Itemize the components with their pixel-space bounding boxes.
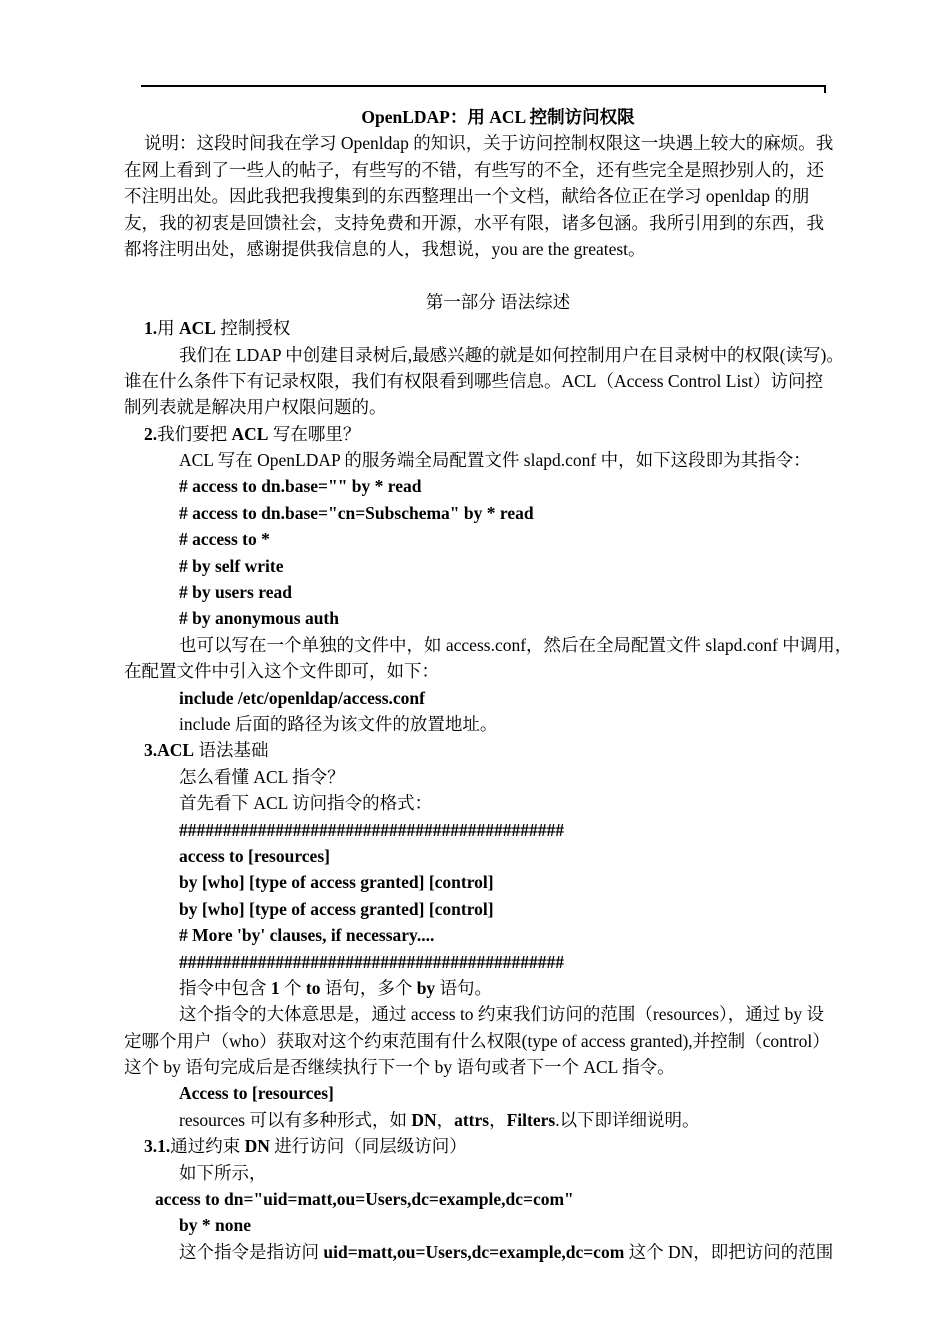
code-line <box>124 1080 830 1106</box>
code-line <box>124 949 830 975</box>
text: 指令中包含 <box>179 977 271 998</box>
text: ， <box>436 1109 455 1130</box>
text: 我们要把 <box>157 423 232 444</box>
paragraph-line <box>124 210 830 236</box>
text: ， <box>489 1109 507 1130</box>
paragraph-line <box>124 157 830 183</box>
text: .以下即详细说明。 <box>555 1109 700 1130</box>
paragraph-line <box>124 1160 830 1186</box>
text: 谁在什么条件下有记录权限，我们有权限看到哪些信息。ACL（Access Control List）访问控 <box>124 370 824 391</box>
paragraph-line <box>124 236 830 262</box>
paragraph-line <box>124 764 830 790</box>
bold-text: access to [resources] <box>179 845 330 866</box>
bold-text: uid=matt,ou=Users,dc=example,dc=com <box>323 1241 625 1262</box>
paragraph-line <box>124 183 830 209</box>
paragraph-line <box>124 1054 830 1080</box>
paragraph-line <box>124 1239 834 1265</box>
paragraph-line <box>124 632 853 658</box>
text: 第一部分 语法综述 <box>425 291 571 312</box>
doc-title <box>124 104 830 130</box>
paragraph-line <box>124 447 830 473</box>
paragraph-line <box>124 342 844 368</box>
bold-text: DN <box>244 1136 270 1157</box>
numbered-heading <box>124 737 830 763</box>
bold-text: ACL <box>179 318 216 339</box>
paragraph-line <box>124 658 830 684</box>
text: 用 <box>157 318 179 339</box>
code-line <box>124 605 830 631</box>
header-rule-tick <box>824 85 826 93</box>
text: 语句。 <box>435 977 493 998</box>
code-line <box>124 500 830 526</box>
text: 怎么看懂 ACL 指令？ <box>179 766 345 787</box>
text: 进行访问（同层级访问） <box>269 1136 467 1157</box>
bold-text: by [who] [type of access granted] [control] <box>179 898 494 919</box>
bold-text: DN <box>411 1109 437 1130</box>
text: 个 <box>279 977 306 998</box>
bold-text: ############################################ <box>179 951 564 972</box>
code-line <box>124 685 830 711</box>
text: 写在哪里？ <box>268 423 361 444</box>
code-line <box>124 817 830 843</box>
text: 控制授权 <box>215 318 291 339</box>
code-line <box>124 553 830 579</box>
text: 制列表就是解决用户权限问题的。 <box>124 397 387 418</box>
code-line <box>124 473 830 499</box>
paragraph-line <box>124 368 830 394</box>
text: 通过约束 <box>170 1136 245 1157</box>
text: include 后面的路径为该文件的放置地址。 <box>179 713 498 734</box>
text: 这个 DN，即把访问的范围 <box>624 1241 834 1262</box>
code-line <box>124 869 830 895</box>
paragraph-line <box>124 1107 830 1133</box>
bold-text: 3.ACL <box>144 740 195 761</box>
text: 不注明出处。因此我把我搜集到的东西整理出一个文档，献给各位正在学习 openldap 的朋 <box>124 186 810 207</box>
bold-text: # access to dn.base="" by * read <box>179 476 422 497</box>
code-line <box>124 843 830 869</box>
code-line <box>124 1212 830 1238</box>
text: 这个指令是指访问 <box>179 1241 324 1262</box>
blank-line <box>124 262 830 288</box>
bold-text: # by users read <box>179 582 292 603</box>
text: 语句，多个 <box>320 977 417 998</box>
bold-text: # by anonymous auth <box>179 608 339 629</box>
bold-text: access to dn="uid=matt,ou=Users,dc=example,dc=com" <box>155 1189 574 1210</box>
paragraph-line <box>124 975 830 1001</box>
document-content <box>124 104 853 1265</box>
bold-text: 2. <box>144 423 158 444</box>
bold-text: Access to [resources] <box>179 1083 334 1104</box>
paragraph-line <box>124 711 830 737</box>
text: 这个指令的大体意思是，通过 access to 约束我们访问的范围（resources），通过 by 设 <box>179 1004 825 1025</box>
text: resources 可以有多种形式，如 <box>179 1109 412 1130</box>
text: 这个 by 语句完成后是否继续执行下一个 by 语句或者下一个 ACL 指令。 <box>124 1057 675 1078</box>
bold-text: by <box>416 977 436 998</box>
paragraph-line <box>124 790 830 816</box>
numbered-heading <box>124 315 830 341</box>
numbered-heading <box>124 1133 830 1159</box>
text: 定哪个用户（who）获取对这个约束范围有什么权限(type of access granted),并控制（control） <box>124 1030 830 1051</box>
section-heading <box>124 289 830 315</box>
text: ACL 写在 OpenLDAP 的服务端全局配置文件 slapd.conf 中，如下这段即为其指令： <box>179 450 811 471</box>
bold-text: # access to * <box>179 529 270 550</box>
code-line <box>124 896 830 922</box>
text: 首先看下 ACL 访问指令的格式： <box>179 793 433 814</box>
bold-text: # access to dn.base="cn=Subschema" by * read <box>179 502 534 523</box>
bold-text: to <box>305 977 321 998</box>
bold-text: 1 <box>270 977 280 998</box>
paragraph-line <box>124 1028 830 1054</box>
bold-text: Filters <box>506 1109 556 1130</box>
code-line <box>124 922 830 948</box>
bold-text: OpenLDAP：用 ACL 控制访问权限 <box>361 107 635 127</box>
bold-text: 3.1. <box>144 1136 171 1157</box>
code-line <box>124 579 830 605</box>
text: 都将注明出处，感谢提供我信息的人，我想说，you are the greatest。 <box>124 238 646 259</box>
bold-text: # More 'by' clauses, if necessary.... <box>179 925 435 946</box>
text: 在配置文件中引入这个文件即可，如下： <box>124 661 439 682</box>
text: 说明：这段时间我在学习 Openldap 的知识，关于访问控制权限这一块遇上较大的麻烦。我 <box>144 133 834 154</box>
paragraph-line <box>124 130 834 156</box>
text: 我们在 LDAP 中创建目录树后,最感兴趣的就是如何控制用户在目录树中的权限(读写)。 <box>179 344 844 365</box>
text: 友，我的初衷是回馈社会，支持免费和开源，水平有限，诸多包涵。我所引用到的东西，我 <box>124 212 824 233</box>
bold-text: ############################################ <box>179 819 564 840</box>
bold-text: ACL <box>231 423 269 444</box>
bold-text: by [who] [type of access granted] [control] <box>179 872 494 893</box>
text: 如下所示， <box>179 1162 267 1183</box>
bold-text: by * none <box>179 1215 251 1236</box>
paragraph-line <box>124 1001 830 1027</box>
bold-text: # by self write <box>179 555 284 576</box>
bold-text: 1. <box>144 318 158 339</box>
numbered-heading <box>124 421 830 447</box>
header-rule <box>141 85 824 87</box>
bold-text: attrs <box>454 1109 490 1130</box>
bold-text: include /etc/openldap/access.conf <box>179 687 425 708</box>
paragraph-line <box>124 394 830 420</box>
code-line <box>124 526 830 552</box>
text: 语法基础 <box>194 740 269 761</box>
code-line <box>124 1186 830 1212</box>
text: 在网上看到了一些人的帖子，有些写的不错，有些写的不全，还有些完全是照抄别人的，还 <box>124 159 824 180</box>
text: 也可以写在一个单独的文件中，如 access.conf，然后在全局配置文件 slapd.conf 中调用， <box>179 634 853 655</box>
